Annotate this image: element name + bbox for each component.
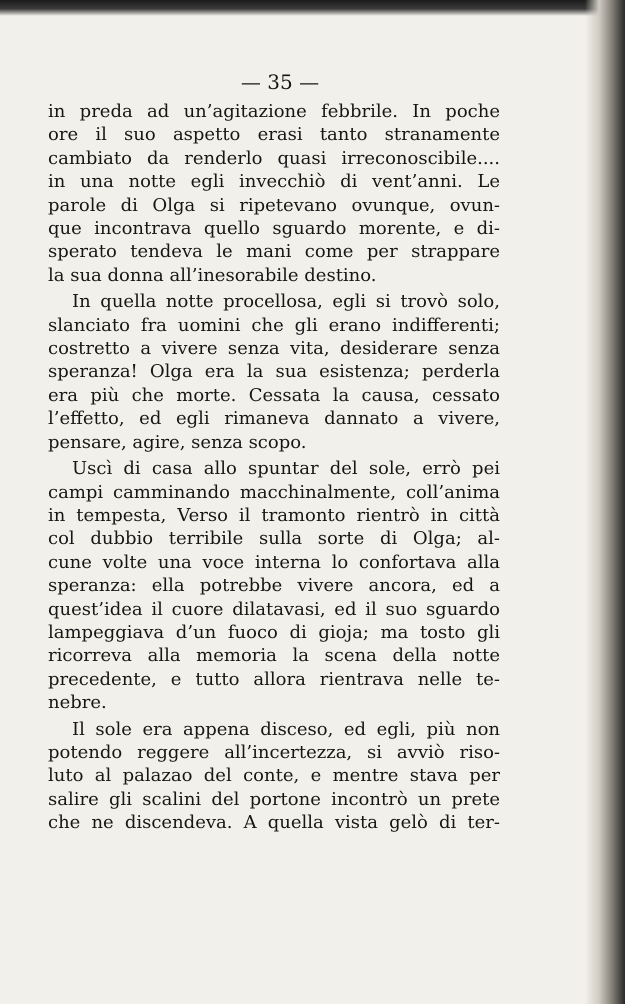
page-top-shadow: [0, 0, 625, 16]
text-line: speranza! Olga era la sua esistenza; perderla: [48, 361, 500, 383]
text-line: que incontrava quello sguardo morente, e di-: [48, 218, 500, 240]
text-line: luto al palazao del conte, e mentre stava per: [48, 765, 500, 787]
text-line: che ne discendeva. A quella vista gelò di ter-: [48, 812, 500, 834]
text-line: era più che morte. Cessata la causa, cessato: [48, 384, 500, 406]
text-line: campi camminando macchinalmente, coll’anima: [48, 481, 500, 503]
text-line: lampeggiava d’un fuoco di gioja; ma tosto gli: [48, 621, 500, 643]
text-line: cambiato da renderlo quasi irreconoscibile....: [48, 147, 500, 169]
text-line: la sua donna all’inesorabile destino.: [48, 264, 377, 286]
text-line: col dubbio terribile sulla sorte di Olga; al-: [48, 528, 500, 550]
paragraph-2: [48, 290, 500, 454]
text-line: salire gli scalini del portone incontrò un prete: [48, 788, 500, 810]
text-line: sperato tendeva le mani come per strappare: [48, 241, 500, 263]
text-line: pensare, agire, senza scopo.: [48, 431, 307, 453]
page-number: — 35 —: [240, 70, 320, 94]
text-line: cune volte una voce interna lo confortava alla: [48, 551, 500, 573]
text-line: costretto a vivere senza vita, desiderare senza: [48, 338, 500, 360]
text-line: parole di Olga si ripetevano ovunque, ovun-: [48, 194, 500, 216]
text-line: ore il suo aspetto erasi tanto stranamente: [48, 124, 500, 146]
text-line: l’effetto, ed egli rimaneva dannato a vivere,: [48, 408, 500, 430]
page-binding-edge: [585, 0, 625, 1004]
text-line: quest’idea il cuore dilatavasi, ed il suo sguardo: [48, 598, 500, 620]
paragraph-4: [48, 718, 500, 835]
paragraph-1: [48, 100, 500, 287]
body-text: [48, 100, 500, 835]
text-line: in preda ad un’agitazione febbrile. In poche: [48, 101, 500, 122]
text-line: slanciato fra uomini che gli erano indifferenti;: [48, 314, 500, 336]
text-line: ricorreva alla memoria la scena della notte: [48, 645, 500, 667]
text-line: potendo reggere all’incertezza, si avviò riso-: [48, 741, 500, 763]
text-line: In quella notte procellosa, egli si trovò solo,: [72, 291, 500, 313]
text-line: Uscì di casa allo spuntar del sole, errò pei: [72, 458, 500, 480]
text-line: nebre.: [48, 692, 107, 714]
paragraph-3: [48, 457, 500, 714]
text-line: Il sole era appena disceso, ed egli, più non: [72, 718, 500, 740]
text-line: in tempesta, Verso il tramonto rientrò in città: [48, 504, 500, 526]
text-line: in una notte egli invecchiò di vent’anni. Le: [48, 171, 500, 193]
text-line: speranza: ella potrebbe vivere ancora, ed a: [48, 575, 500, 597]
text-line: precedente, e tutto allora rientrava nelle te-: [48, 668, 500, 690]
